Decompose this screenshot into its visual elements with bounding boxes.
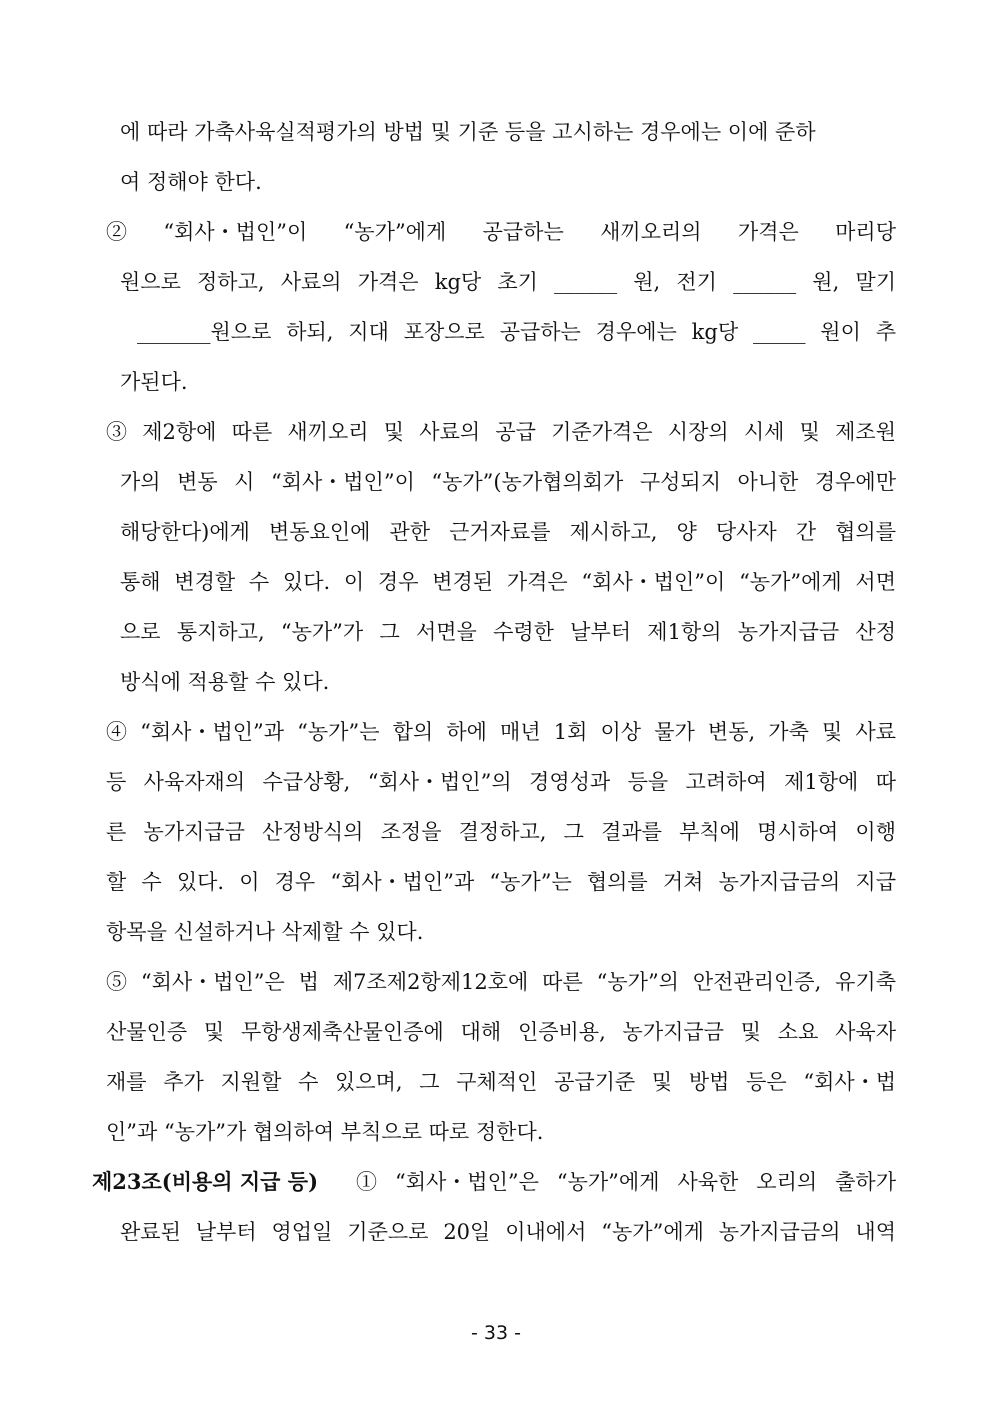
text-line: 산물인증 및 무항생제축산물인증에 대해 인증비용, 농가지급금 및 소요 사육자 [106, 1020, 896, 1044]
text-line: 할 수 있다. 이 경우 “회사・법인”과 “농가”는 협의를 거쳐 농가지급금의 지급 [106, 870, 896, 894]
text-line: ① “회사・법인”은 “농가”에게 사육한 오리의 출하가 [356, 1170, 896, 1194]
page-number: - 33 - [471, 1322, 521, 1344]
text-line: 방식에 적용할 수 있다. [120, 670, 330, 694]
text-line: 에 따라 가축사육실적평가의 방법 및 기준 등을 고시하는 경우에는 이에 준하 [120, 120, 816, 144]
text-line: 가된다. [120, 370, 188, 394]
text-line: 통해 변경할 수 있다. 이 경우 변경된 가격은 “회사・법인”이 “농가”에게 서면 [120, 570, 896, 594]
text-line: 원으로 정하고, 사료의 가격은 kg당 초기 ______ 원, 전기 ______ 원, 말기 [120, 270, 896, 294]
text-line: 가의 변동 시 “회사・법인”이 “농가”(농가협의회가 구성되지 아니한 경우에만 [120, 470, 896, 494]
text-line: 완료된 날부터 영업일 기준으로 20일 이내에서 “농가”에게 농가지급금의 내역 [120, 1220, 896, 1244]
text-line: 재를 추가 지원할 수 있으며, 그 구체적인 공급기준 및 방법 등은 “회사・법 [106, 1070, 896, 1094]
text-line: 등 사육자재의 수급상황, “회사・법인”의 경영성과 등을 고려하여 제1항에 따 [106, 770, 896, 794]
text-line: ③ 제2항에 따른 새끼오리 및 사료의 공급 기준가격은 시장의 시세 및 제조원 [106, 420, 896, 444]
text-line: ⑤ “회사・법인”은 법 제7조제2항제12호에 따른 “농가”의 안전관리인증, 유기축 [106, 970, 896, 994]
text-line: 여 정해야 한다. [120, 170, 262, 194]
text-line: 인”과 “농가”가 협의하여 부칙으로 따로 정한다. [106, 1120, 544, 1144]
text-line: 른 농가지급금 산정방식의 조정을 결정하고, 그 결과를 부칙에 명시하여 이행 [106, 820, 896, 844]
article-heading: 제23조(비용의 지급 등) [92, 1169, 319, 1194]
text-line: _______원으로 하되, 지대 포장으로 공급하는 경우에는 kg당 _____ 원이 추 [137, 320, 896, 344]
text-line: ② “회사・법인”이 “농가”에게 공급하는 새끼오리의 가격은 마리당 [106, 220, 896, 244]
text-line: 해당한다)에게 변동요인에 관한 근거자료를 제시하고, 양 당사자 간 협의를 [120, 520, 896, 544]
text-line: ④ “회사・법인”과 “농가”는 합의 하에 매년 1회 이상 물가 변동, 가축 및 사료 [106, 720, 896, 744]
text-line: 항목을 신설하거나 삭제할 수 있다. [106, 920, 424, 944]
text-line: 으로 통지하고, “농가”가 그 서면을 수령한 날부터 제1항의 농가지급금 산정 [120, 620, 896, 644]
